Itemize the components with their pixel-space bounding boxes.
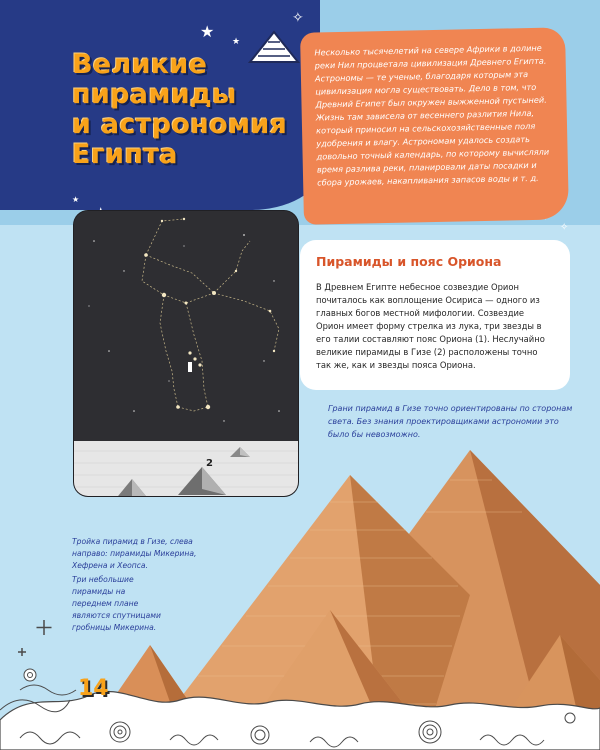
triangle-ornament-icon: [246, 28, 302, 66]
page-title: [72, 50, 332, 170]
article-heading: Пирамиды и пояс Ориона: [316, 254, 502, 269]
title-line-4: Египта: [72, 139, 178, 170]
article-card: [300, 240, 570, 390]
title-line-1: Великие: [72, 49, 208, 80]
intro-card: [300, 27, 569, 225]
sparkle-icon: ✧: [560, 222, 569, 233]
star-icon: ★: [200, 22, 215, 41]
marker-2: 2: [206, 458, 213, 469]
sparkle-icon: ✧: [292, 10, 304, 26]
star-icon: ★: [232, 37, 241, 47]
star-icon: ★: [72, 195, 80, 204]
title-line-3: и астрономия: [72, 109, 288, 140]
title-line-2: пирамиды: [72, 79, 237, 110]
caption-satellites: Три небольшие пирамиды на переднем плане являются спутницами гробницы Микерина.: [72, 575, 161, 632]
caption-pyramid-orientation: Грани пирамид в Гизе точно ориентированы по сторонам света. Без знания проектировщиками астрономии это было бы невозможно.: [328, 404, 573, 439]
article-body: В Древнем Египте небесное созвездие Орион почиталось как воплощение Осириса — одного из главных богов местной мифологии. Созвездие Орион имеет форму стрелка из лука, три звезды в его талии составляют пояс Ориона (1). Неслучайно великие пирамиды в Гизе (2) расположены точно так же, как и звезды пояса Ориона.: [316, 282, 545, 370]
intro-text: Несколько тысячелетий на севере Африки в долине реки Нил процветала цивилизация Древнего Египта. Астрономы — те ученые, благодаря которым эта цивилизация могла существовать. Дело в том, что Древний Египет был окружен выжженной пустыней. Жизнь там зависела от весеннего разлития Нила, который приносил на сельскохозяйственные поля удобрения и влагу. Астрономам удалось создать довольно точный календарь, по которому вычисляли время разлива реки, планировали даты посадки и сбора урожаев, накапливания запасов воды и т. д.: [314, 42, 550, 188]
caption-trio: Тройка пирамид в Гизе, слева направо: пирамиды Микерина, Хефрена и Хеопса.: [72, 537, 197, 570]
page-number: 14: [78, 676, 109, 701]
